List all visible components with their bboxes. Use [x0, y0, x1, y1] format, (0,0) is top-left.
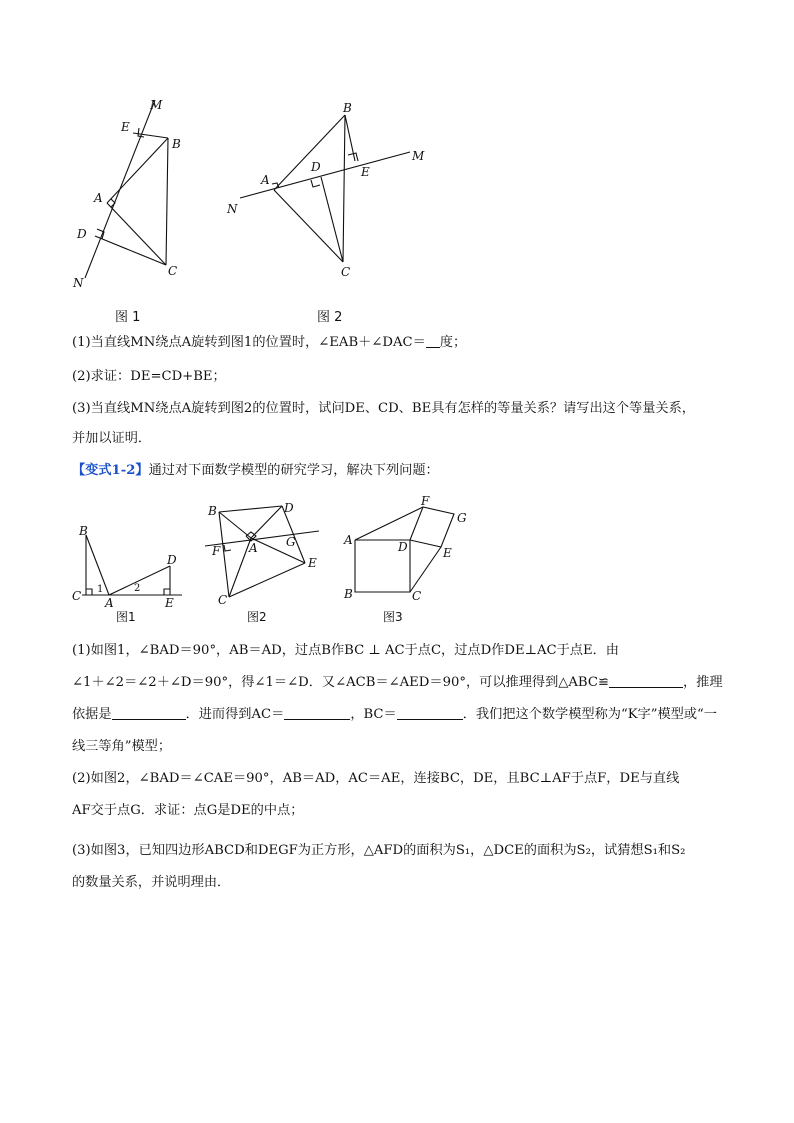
- point-label-e: E: [361, 165, 370, 179]
- right-angle-e: [348, 153, 358, 161]
- point-label-n: N: [73, 276, 84, 290]
- segment-bc: [343, 115, 345, 262]
- right-angle-d: [311, 180, 320, 187]
- figure-2-top: [225, 98, 435, 280]
- answer-blank-bc[interactable]: [397, 707, 463, 720]
- point-label-a: A: [261, 173, 270, 187]
- model-question-1-line-1: (1)如图1，∠BAD＝90°，AB＝AD，过点B作BC ⊥ AC于点C，过点D作DE⊥AC于点E．由: [72, 643, 619, 658]
- point-label-g: G: [286, 535, 296, 549]
- model-question-1-text-e: ，BC＝: [350, 707, 397, 722]
- point-label-d: D: [284, 501, 294, 515]
- segment-ce: [410, 547, 441, 592]
- segment-ac: [274, 190, 343, 262]
- point-label-c: C: [168, 264, 178, 278]
- figure-3-model-caption: 图3: [383, 610, 403, 624]
- answer-blank-ac[interactable]: [284, 707, 350, 720]
- variant-intro: 通过对下面数学模型的研究学习，解决下列问题：: [148, 463, 439, 478]
- model-question-1-line-2: [72, 668, 732, 698]
- figure-1-top: [60, 95, 200, 300]
- point-label-d: D: [398, 540, 408, 554]
- question-1-tail: 度；: [439, 335, 467, 350]
- question-3-line-1: (3)当直线MN绕点A旋转到图2的位置时，试问DE、CD、BE具有怎样的等量关系？请写出这个等量关系，: [72, 401, 695, 416]
- segment-ac: [107, 203, 166, 265]
- figure-1-caption: 图 1: [115, 310, 141, 325]
- figure-1-model: [70, 520, 185, 612]
- question-2: (2)求证：DE=CD+BE；: [72, 369, 226, 384]
- point-label-d: D: [167, 553, 177, 567]
- point-label-f: F: [421, 494, 430, 508]
- segment-ba: [219, 512, 251, 538]
- answer-blank-reason[interactable]: [112, 707, 186, 720]
- point-label-d: D: [77, 227, 87, 241]
- point-label-a: A: [105, 596, 114, 610]
- point-label-c: C: [412, 589, 422, 603]
- figure-2-caption: 图 2: [317, 310, 343, 325]
- model-question-3-line-2: 的数量关系，并说明理由．: [72, 875, 231, 890]
- segment-dc: [321, 177, 343, 262]
- right-angle-f: [224, 545, 231, 551]
- point-label-e: E: [121, 120, 130, 134]
- square-degf: [410, 507, 454, 547]
- segment-dc: [95, 236, 166, 265]
- point-label-b: B: [344, 587, 353, 601]
- point-label-a: A: [249, 541, 258, 555]
- right-angle-c: [86, 589, 92, 595]
- angle-label-1: 1: [97, 584, 104, 595]
- segment-af: [355, 507, 423, 540]
- question-1-text: (1)当直线MN绕点A旋转到图1的位置时，∠EAB＋∠DAC＝: [72, 335, 426, 350]
- point-label-n: N: [227, 202, 238, 216]
- answer-blank-congruent[interactable]: [609, 675, 683, 688]
- model-question-1-line-4: 线三等角”模型；: [72, 739, 172, 754]
- point-label-c: C: [218, 593, 228, 607]
- right-angle-e: [164, 589, 170, 595]
- model-question-3-line-1: (3)如图3，已知四边形ABCD和DEGF为正方形，△AFD的面积为S₁，△DCE的面积为S₂，试猜想S₁和S₂: [72, 843, 686, 858]
- model-question-1-text-d: ．进而得到AC＝: [185, 707, 285, 722]
- question-3-line-2: 并加以证明．: [72, 431, 152, 446]
- answer-blank[interactable]: [426, 335, 440, 348]
- point-label-a: A: [344, 533, 353, 547]
- figure-2-model-caption: 图2: [247, 610, 267, 624]
- model-question-2-line-2: AF交于点G．求证：点G是DE的中点；: [72, 803, 304, 818]
- point-label-c: C: [341, 265, 351, 279]
- figure-1-model-caption: 图1: [116, 610, 136, 624]
- point-label-b: B: [172, 137, 181, 151]
- segment-da: [251, 506, 282, 538]
- model-question-2-line-1: (2)如图2，∠BAD＝∠CAE＝90°，AB＝AD，AC＝AE，连接BC，DE，且BC⊥AF于点F，DE与直线: [72, 771, 680, 786]
- question-1: [72, 328, 732, 358]
- segment-bc: [166, 138, 168, 265]
- segment-bc: [219, 512, 229, 597]
- segment-bd: [219, 506, 282, 512]
- model-question-1-text-a: ∠1＋∠2＝∠2＋∠D＝90°，得∠1＝∠D．又∠ACB＝∠AED＝90°，可以推理得到△ABC≌: [72, 675, 609, 690]
- point-label-d: D: [311, 160, 321, 174]
- segment-ce: [229, 563, 305, 597]
- model-question-1-text-f: ．我们把这个数学模型称为“K字”模型或“一: [462, 707, 717, 722]
- point-label-g: G: [457, 511, 467, 525]
- model-question-1-text-c: 依据是: [72, 707, 112, 722]
- point-label-b: B: [208, 504, 217, 518]
- variant-tag: 【变式1-2】: [72, 463, 149, 478]
- point-label-f: F: [212, 544, 221, 558]
- point-label-m: M: [150, 98, 163, 112]
- model-question-1-line-3: [72, 700, 732, 730]
- point-label-c: C: [72, 589, 82, 603]
- point-label-e: E: [308, 556, 317, 570]
- point-label-e: E: [443, 546, 452, 560]
- variant-heading: [72, 456, 732, 486]
- segment-ab: [107, 138, 168, 203]
- point-label-b: B: [343, 101, 352, 115]
- point-label-m: M: [412, 149, 425, 163]
- point-label-a: A: [94, 191, 103, 205]
- figure-3-model: [340, 492, 475, 604]
- angle-label-2: 2: [134, 583, 141, 594]
- point-label-e: E: [165, 596, 174, 610]
- model-question-1-text-b: ，推理: [683, 675, 723, 690]
- figure-2-model: [203, 500, 323, 608]
- point-label-b: B: [79, 524, 88, 538]
